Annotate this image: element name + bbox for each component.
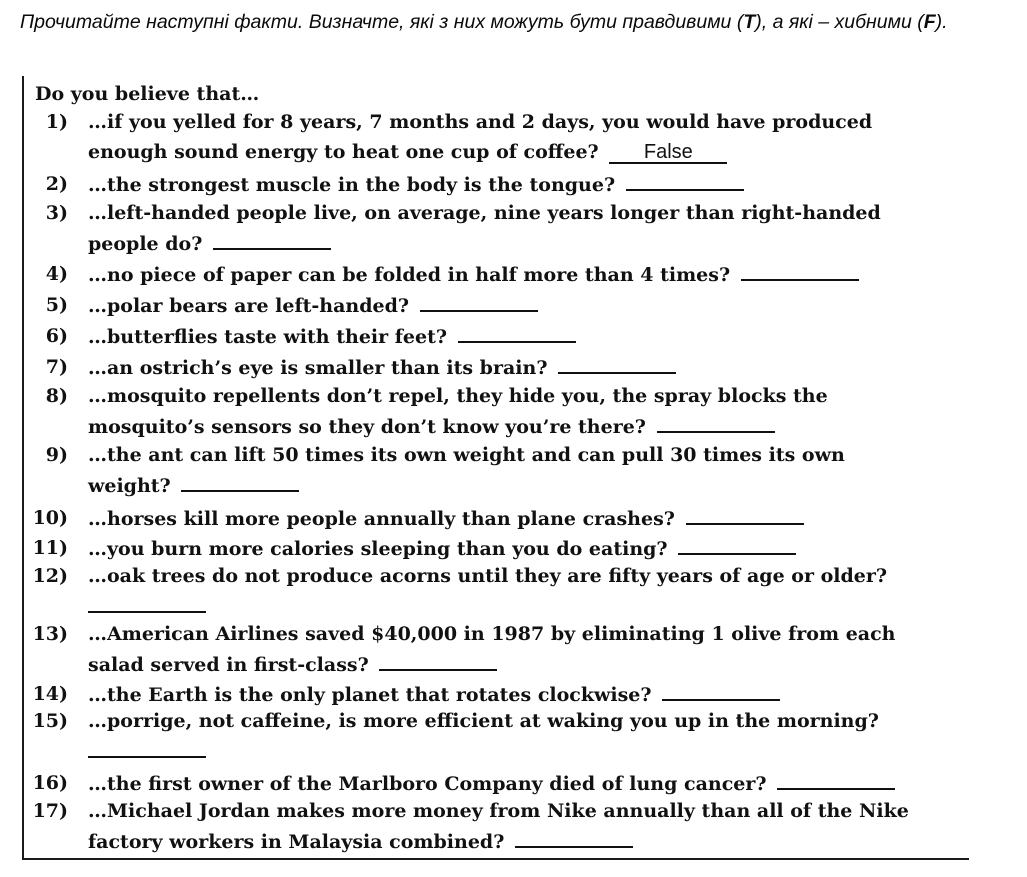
question-text: …American Airlines saved $40,000 in 1987 by eliminating 1 olive from each [88, 623, 896, 645]
question-4 [88, 259, 968, 290]
question-number: 17) [32, 800, 68, 822]
answer-blank[interactable] [515, 826, 633, 848]
question-number: 15) [32, 710, 68, 732]
question-text: …porrige, not caffeine, is more efficient at waking you up in the morning? [88, 710, 879, 732]
question-10 [88, 503, 968, 534]
answer-blank[interactable] [213, 228, 331, 250]
instruction-part1: Прочитайте наступні факти. Визначте, які з них можуть бути правдивими ( [20, 11, 744, 33]
question-text: …you burn more calories sleeping than you do eating? [88, 538, 668, 560]
answer-blank[interactable] [181, 470, 299, 492]
answer-blank[interactable] [686, 503, 804, 525]
question-number: 13) [32, 623, 68, 645]
question-text: enough sound energy to heat one cup of coffee? [88, 141, 599, 163]
question-number: 16) [32, 772, 68, 794]
false-mark: F [923, 11, 936, 33]
question-text: …if you yelled for 8 years, 7 months and 2 days, you would have produced [88, 111, 873, 133]
question-text: weight? [88, 475, 171, 497]
question-3 [88, 198, 968, 259]
question-text: …the ant can lift 50 times its own weight and can pull 30 times its own [88, 444, 845, 466]
question-9 [88, 440, 968, 501]
question-11 [88, 533, 968, 564]
question-text: salad served in first-class? [88, 654, 369, 676]
instruction-text [20, 6, 1010, 39]
answer-blank[interactable] [678, 533, 796, 555]
question-number: 1) [45, 111, 68, 133]
question-8 [88, 381, 968, 442]
question-number: 14) [32, 683, 68, 705]
answer-blank[interactable] [626, 169, 744, 191]
question-text: …butterflies taste with their feet? [88, 326, 448, 348]
question-5 [88, 290, 968, 321]
answer-blank[interactable] [657, 411, 775, 433]
question-text: …oak trees do not produce acorns until they are fifty years of age or older? [88, 565, 887, 587]
answer-blank[interactable] [458, 321, 576, 343]
question-text: mosquito’s sensors so they don’t know you’re there? [88, 416, 646, 438]
question-2 [88, 169, 968, 200]
question-13 [88, 619, 968, 680]
question-number: 10) [32, 507, 68, 529]
answer-blank[interactable] [420, 290, 538, 312]
answer-blank[interactable] [88, 591, 206, 613]
question-text: …Michael Jordan makes more money from Nike annually than all of the Nike [88, 800, 909, 822]
question-text: …the Earth is the only planet that rotates clockwise? [88, 684, 652, 706]
question-text: …no piece of paper can be folded in half more than 4 times? [88, 264, 731, 286]
answer-blank[interactable]: False [609, 142, 727, 164]
answer-blank[interactable] [662, 679, 780, 701]
instruction-part2: ), а які – хибними ( [755, 11, 924, 33]
question-15 [88, 706, 968, 767]
answer-blank[interactable] [379, 649, 497, 671]
question-16 [88, 768, 968, 799]
question-1 [88, 107, 968, 167]
question-text: …left-handed people live, on average, nine years longer than right-handed [88, 202, 881, 224]
question-number: 8) [45, 385, 68, 407]
question-text: …horses kill more people annually than plane crashes? [88, 508, 675, 530]
instruction-part3: ). [935, 11, 948, 33]
question-number: 6) [45, 325, 68, 347]
quiz-intro: Do you believe that… [35, 83, 260, 105]
question-number: 3) [45, 202, 68, 224]
question-number: 9) [45, 444, 68, 466]
answer-blank[interactable] [777, 768, 895, 790]
question-text: people do? [88, 233, 203, 255]
question-number: 4) [45, 263, 68, 285]
question-number: 5) [45, 294, 68, 316]
question-text: …polar bears are left-handed? [88, 295, 410, 317]
answer-blank[interactable] [741, 259, 859, 281]
question-text: …an ostrich’s eye is smaller than its brain? [88, 357, 548, 379]
question-number: 11) [32, 537, 68, 559]
question-17 [88, 796, 968, 857]
true-mark: T [743, 11, 756, 33]
answer-blank[interactable] [558, 352, 676, 374]
question-text: …the strongest muscle in the body is the tongue? [88, 174, 616, 196]
answer-blank[interactable] [88, 736, 206, 758]
question-number: 7) [45, 356, 68, 378]
question-text: …the first owner of the Marlboro Company died of lung cancer? [88, 773, 767, 795]
question-text: factory workers in Malaysia combined? [88, 831, 505, 853]
question-number: 12) [32, 565, 68, 587]
question-number: 2) [45, 173, 68, 195]
question-7 [88, 352, 968, 383]
question-12 [88, 561, 968, 622]
question-6 [88, 321, 968, 352]
question-text: …mosquito repellents don’t repel, they hide you, the spray blocks the [88, 385, 828, 407]
